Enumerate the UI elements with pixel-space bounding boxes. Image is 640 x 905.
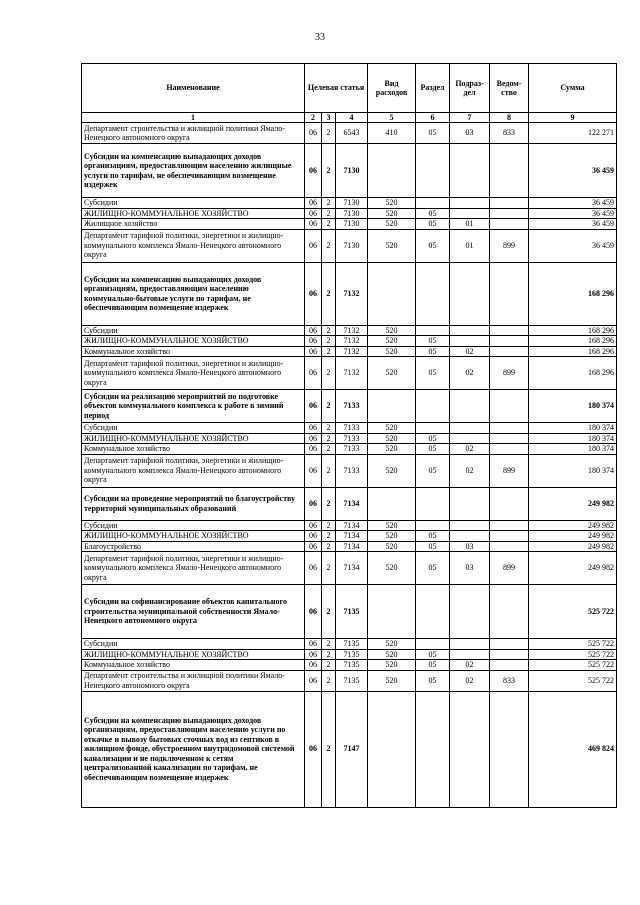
department: [490, 144, 529, 198]
table-row: [82, 444, 617, 455]
target-code-2: 2: [322, 208, 336, 219]
department: [490, 541, 529, 552]
column-number: 7: [450, 113, 490, 123]
subsection: 01: [450, 229, 490, 262]
target-code-2: 2: [322, 541, 336, 552]
header-row: [82, 64, 617, 113]
subsection: [450, 208, 490, 219]
table-body: [82, 123, 617, 808]
subsection: [450, 639, 490, 650]
column-number: 3: [322, 113, 336, 123]
department: [490, 219, 529, 230]
subsection: 03: [450, 541, 490, 552]
target-code-1: 06: [305, 585, 322, 639]
target-code-3: 7133: [336, 433, 368, 444]
expense-type: [368, 487, 416, 520]
row-sum: 249 982: [529, 552, 617, 585]
row-name: Департамент тарифной политики, энергетики и жилищно-коммунального комплекса Ямало-Ненецкого автономного округа: [82, 552, 305, 585]
column-number: 1: [82, 113, 305, 123]
expense-type: 520: [368, 660, 416, 671]
target-code-3: 7135: [336, 649, 368, 660]
target-code-3: 7135: [336, 660, 368, 671]
department: [490, 390, 529, 423]
row-sum: 36 459: [529, 219, 617, 230]
department: [490, 585, 529, 639]
table-row: [82, 487, 617, 520]
column-number: 6: [416, 113, 450, 123]
target-code-2: 2: [322, 325, 336, 336]
section: 05: [416, 123, 450, 144]
header-sum: Сумма: [529, 64, 617, 113]
target-code-3: 7135: [336, 639, 368, 650]
target-code-1: 06: [305, 433, 322, 444]
section: 05: [416, 454, 450, 487]
target-code-3: 7133: [336, 454, 368, 487]
row-name: Департамент тарифной политики, энергетики и жилищно-коммунального комплекса Ямало-Ненецкого автономного округа: [82, 357, 305, 390]
table-row: [82, 208, 617, 219]
target-code-2: 2: [322, 552, 336, 585]
section: 05: [416, 444, 450, 455]
row-sum: 180 374: [529, 444, 617, 455]
header-subsection: Подраз-дел: [450, 64, 490, 113]
table-row: [82, 649, 617, 660]
expense-type: [368, 262, 416, 325]
row-name: Департамент тарифной политики, энергетики и жилищно-коммунального комплекса Ямало-Ненецкого автономного округа: [82, 229, 305, 262]
target-code-1: 06: [305, 691, 322, 807]
department: [490, 423, 529, 434]
subsection: [450, 691, 490, 807]
expense-type: 520: [368, 433, 416, 444]
row-sum: 36 459: [529, 198, 617, 209]
row-sum: 180 374: [529, 454, 617, 487]
section: [416, 639, 450, 650]
table-row: [82, 639, 617, 650]
row-sum: 249 982: [529, 541, 617, 552]
section: [416, 262, 450, 325]
row-sum: 249 982: [529, 487, 617, 520]
subsection: [450, 336, 490, 347]
target-code-2: 2: [322, 198, 336, 209]
row-name: Субсидии на реализацию мероприятий по подготовке объектов коммунального комплекса к работе в зимний период: [82, 390, 305, 423]
row-sum: 525 722: [529, 670, 617, 691]
expense-type: 520: [368, 423, 416, 434]
row-name: Субсидии: [82, 423, 305, 434]
target-code-1: 06: [305, 444, 322, 455]
department: [490, 531, 529, 542]
row-sum: 168 296: [529, 262, 617, 325]
expense-type: 520: [368, 520, 416, 531]
target-code-2: 2: [322, 229, 336, 262]
department: [490, 639, 529, 650]
target-code-3: 7132: [336, 346, 368, 357]
target-code-3: 7135: [336, 585, 368, 639]
header-department: Ведом-ство: [490, 64, 529, 113]
target-code-2: 2: [322, 390, 336, 423]
row-name: Жилищное хозяйство: [82, 219, 305, 230]
target-code-3: 7147: [336, 691, 368, 807]
expense-type: 520: [368, 346, 416, 357]
section: 05: [416, 208, 450, 219]
target-code-3: 7135: [336, 670, 368, 691]
row-sum: 525 722: [529, 649, 617, 660]
target-code-3: 7133: [336, 390, 368, 423]
table-row: [82, 454, 617, 487]
row-name: Благоустройство: [82, 541, 305, 552]
target-code-2: 2: [322, 531, 336, 542]
target-code-2: 2: [322, 346, 336, 357]
row-sum: 525 722: [529, 585, 617, 639]
section: 05: [416, 552, 450, 585]
table-row: [82, 325, 617, 336]
target-code-2: 2: [322, 423, 336, 434]
target-code-2: 2: [322, 639, 336, 650]
row-name: Коммунальное хозяйство: [82, 660, 305, 671]
column-number: 5: [368, 113, 416, 123]
expense-type: 520: [368, 357, 416, 390]
target-code-1: 06: [305, 144, 322, 198]
target-code-1: 06: [305, 357, 322, 390]
expense-type: [368, 144, 416, 198]
target-code-1: 06: [305, 541, 322, 552]
target-code-2: 2: [322, 660, 336, 671]
target-code-1: 06: [305, 229, 322, 262]
row-name: Субсидии на компенсацию выпадающих доходов организациям, предоставляющим населению услуги по откачке и вывозу бытовых сточных вод из септиков в жилищном фонде, обустроенном внутридомовой системой канализации и не подключенном к сетям централизованной канализации по тарифам, не обеспечивающим возмещение издержек: [82, 691, 305, 807]
subsection: 02: [450, 444, 490, 455]
target-code-3: 7130: [336, 229, 368, 262]
expense-type: 520: [368, 454, 416, 487]
target-code-1: 06: [305, 552, 322, 585]
target-code-2: 2: [322, 670, 336, 691]
department: 833: [490, 123, 529, 144]
target-code-2: 2: [322, 219, 336, 230]
target-code-1: 06: [305, 390, 322, 423]
subsection: [450, 325, 490, 336]
expense-type: 520: [368, 639, 416, 650]
expense-type: 520: [368, 229, 416, 262]
expense-type: 520: [368, 444, 416, 455]
target-code-2: 2: [322, 444, 336, 455]
table-row: [82, 541, 617, 552]
section: [416, 520, 450, 531]
row-name: Субсидии на компенсацию выпадающих доходов организациям, предоставляющим населению коммунально-бытовые услуги по тарифам, не обеспечивающим возмещение издержек: [82, 262, 305, 325]
subsection: [450, 520, 490, 531]
column-number: 9: [529, 113, 617, 123]
subsection: 03: [450, 123, 490, 144]
table-row: [82, 144, 617, 198]
target-code-2: 2: [322, 520, 336, 531]
expense-type: 520: [368, 649, 416, 660]
target-code-3: 7133: [336, 423, 368, 434]
row-sum: 168 296: [529, 336, 617, 347]
target-code-3: 6543: [336, 123, 368, 144]
department: 899: [490, 229, 529, 262]
expense-type: [368, 390, 416, 423]
department: [490, 346, 529, 357]
column-number: 4: [336, 113, 368, 123]
table-row: [82, 123, 617, 144]
expense-type: [368, 691, 416, 807]
target-code-2: 2: [322, 454, 336, 487]
target-code-1: 06: [305, 639, 322, 650]
row-sum: 525 722: [529, 660, 617, 671]
row-sum: 180 374: [529, 390, 617, 423]
target-code-2: 2: [322, 357, 336, 390]
subsection: [450, 487, 490, 520]
row-name: Субсидии: [82, 198, 305, 209]
table-row: [82, 346, 617, 357]
target-code-1: 06: [305, 198, 322, 209]
target-code-1: 06: [305, 336, 322, 347]
section: [416, 390, 450, 423]
section: [416, 423, 450, 434]
expense-type: 520: [368, 541, 416, 552]
subsection: [450, 423, 490, 434]
row-name: ЖИЛИЩНО-КОММУНАЛЬНОЕ ХОЗЯЙСТВО: [82, 208, 305, 219]
subsection: [450, 585, 490, 639]
row-sum: 180 374: [529, 423, 617, 434]
target-code-2: 2: [322, 585, 336, 639]
target-code-3: 7132: [336, 357, 368, 390]
target-code-2: 2: [322, 336, 336, 347]
subsection: 02: [450, 670, 490, 691]
table-row: [82, 433, 617, 444]
table-row: [82, 357, 617, 390]
target-code-1: 06: [305, 487, 322, 520]
row-name: Департамент строительства и жилищной политики Ямало-Ненецкого автономного округа: [82, 123, 305, 144]
target-code-3: 7130: [336, 208, 368, 219]
target-code-1: 06: [305, 454, 322, 487]
row-name: Департамент строительства и жилищной политики Ямало-Ненецкого автономного округа: [82, 670, 305, 691]
row-name: ЖИЛИЩНО-КОММУНАЛЬНОЕ ХОЗЯЙСТВО: [82, 433, 305, 444]
table-row: [82, 585, 617, 639]
target-code-3: 7134: [336, 531, 368, 542]
table-row: [82, 229, 617, 262]
department: [490, 336, 529, 347]
department: 899: [490, 552, 529, 585]
target-code-1: 06: [305, 219, 322, 230]
section: 05: [416, 649, 450, 660]
row-name: Коммунальное хозяйство: [82, 346, 305, 357]
section: [416, 585, 450, 639]
table-row: [82, 336, 617, 347]
section: 05: [416, 433, 450, 444]
row-name: ЖИЛИЩНО-КОММУНАЛЬНОЕ ХОЗЯЙСТВО: [82, 531, 305, 542]
row-sum: 469 824: [529, 691, 617, 807]
expense-type: 520: [368, 198, 416, 209]
subsection: 02: [450, 346, 490, 357]
row-sum: 168 296: [529, 346, 617, 357]
header-expense-type: Вид расходов: [368, 64, 416, 113]
table-row: [82, 691, 617, 807]
section: 05: [416, 336, 450, 347]
target-code-3: 7134: [336, 487, 368, 520]
department: 833: [490, 670, 529, 691]
department: [490, 433, 529, 444]
subsection: 02: [450, 454, 490, 487]
row-name: Субсидии на софинансирование объектов капитального строительства муниципальной собственности Ямало-Ненецкого автономного округа: [82, 585, 305, 639]
row-sum: 168 296: [529, 325, 617, 336]
row-sum: 249 982: [529, 531, 617, 542]
section: 05: [416, 541, 450, 552]
department: [490, 262, 529, 325]
target-code-1: 06: [305, 325, 322, 336]
subsection: [450, 433, 490, 444]
department: [490, 660, 529, 671]
table-row: [82, 198, 617, 209]
subsection: [450, 531, 490, 542]
row-sum: 122 271: [529, 123, 617, 144]
target-code-3: 7134: [336, 520, 368, 531]
subsection: 01: [450, 219, 490, 230]
department: [490, 444, 529, 455]
target-code-2: 2: [322, 262, 336, 325]
expense-type: 520: [368, 552, 416, 585]
column-number: 8: [490, 113, 529, 123]
section: 05: [416, 219, 450, 230]
target-code-2: 2: [322, 691, 336, 807]
section: 05: [416, 531, 450, 542]
subsection: [450, 390, 490, 423]
section: [416, 325, 450, 336]
expense-type: 520: [368, 531, 416, 542]
section: [416, 691, 450, 807]
subsection: 02: [450, 660, 490, 671]
section: 05: [416, 670, 450, 691]
target-code-2: 2: [322, 433, 336, 444]
target-code-3: 7130: [336, 198, 368, 209]
table-row: [82, 520, 617, 531]
row-name: ЖИЛИЩНО-КОММУНАЛЬНОЕ ХОЗЯЙСТВО: [82, 649, 305, 660]
department: [490, 649, 529, 660]
subsection: 03: [450, 552, 490, 585]
section: 05: [416, 357, 450, 390]
department: [490, 691, 529, 807]
row-sum: 525 722: [529, 639, 617, 650]
row-sum: 249 982: [529, 520, 617, 531]
department: [490, 487, 529, 520]
table-row: [82, 531, 617, 542]
page-number: 33: [315, 32, 325, 43]
column-number-row: [82, 113, 617, 123]
row-name: ЖИЛИЩНО-КОММУНАЛЬНОЕ ХОЗЯЙСТВО: [82, 336, 305, 347]
row-name: Департамент тарифной политики, энергетики и жилищно-коммунального комплекса Ямало-Ненецкого автономного округа: [82, 454, 305, 487]
table-row: [82, 390, 617, 423]
expense-type: 410: [368, 123, 416, 144]
department: 899: [490, 357, 529, 390]
target-code-1: 06: [305, 262, 322, 325]
budget-table: [81, 63, 617, 808]
target-code-1: 06: [305, 423, 322, 434]
target-code-3: 7130: [336, 219, 368, 230]
expense-type: 520: [368, 670, 416, 691]
target-code-3: 7134: [336, 541, 368, 552]
section: [416, 144, 450, 198]
expense-type: 520: [368, 325, 416, 336]
target-code-3: 7133: [336, 444, 368, 455]
section: 05: [416, 346, 450, 357]
row-sum: 36 459: [529, 144, 617, 198]
section: [416, 198, 450, 209]
table-row: [82, 262, 617, 325]
row-name: Субсидии: [82, 520, 305, 531]
section: 05: [416, 660, 450, 671]
department: 899: [490, 454, 529, 487]
target-code-2: 2: [322, 144, 336, 198]
section: 05: [416, 229, 450, 262]
department: [490, 520, 529, 531]
row-sum: 180 374: [529, 433, 617, 444]
row-sum: 36 459: [529, 229, 617, 262]
target-code-1: 06: [305, 531, 322, 542]
subsection: [450, 262, 490, 325]
subsection: 02: [450, 357, 490, 390]
table-row: [82, 552, 617, 585]
target-code-3: 7132: [336, 325, 368, 336]
row-name: Субсидии: [82, 325, 305, 336]
subsection: [450, 649, 490, 660]
target-code-1: 06: [305, 649, 322, 660]
row-sum: 168 296: [529, 357, 617, 390]
target-code-3: 7130: [336, 144, 368, 198]
department: [490, 198, 529, 209]
target-code-1: 06: [305, 670, 322, 691]
row-sum: 36 459: [529, 208, 617, 219]
row-name: Субсидии на проведение мероприятий по благоустройству территорий муниципальных образований: [82, 487, 305, 520]
target-code-3: 7132: [336, 336, 368, 347]
row-name: Коммунальное хозяйство: [82, 444, 305, 455]
target-code-3: 7132: [336, 262, 368, 325]
header-section: Раздел: [416, 64, 450, 113]
header-name: Наименование: [82, 64, 305, 113]
table-row: [82, 423, 617, 434]
subsection: [450, 198, 490, 209]
table-row: [82, 670, 617, 691]
target-code-1: 06: [305, 346, 322, 357]
target-code-3: 7134: [336, 552, 368, 585]
target-code-1: 06: [305, 660, 322, 671]
expense-type: 520: [368, 219, 416, 230]
row-name: Субсидии: [82, 639, 305, 650]
column-number: 2: [305, 113, 322, 123]
target-code-2: 2: [322, 123, 336, 144]
section: [416, 487, 450, 520]
department: [490, 325, 529, 336]
target-code-2: 2: [322, 649, 336, 660]
target-code-1: 06: [305, 208, 322, 219]
subsection: [450, 144, 490, 198]
header-target: Целевая статья: [305, 64, 368, 113]
expense-type: 520: [368, 336, 416, 347]
target-code-2: 2: [322, 487, 336, 520]
table-row: [82, 660, 617, 671]
department: [490, 208, 529, 219]
row-name: Субсидии на компенсацию выпадающих доходов организациям, предоставляющим населению жилищные услуги по тарифам, не обеспечивающим возмещение издержек: [82, 144, 305, 198]
target-code-1: 06: [305, 520, 322, 531]
table-row: [82, 219, 617, 230]
expense-type: 520: [368, 208, 416, 219]
expense-type: [368, 585, 416, 639]
target-code-1: 06: [305, 123, 322, 144]
